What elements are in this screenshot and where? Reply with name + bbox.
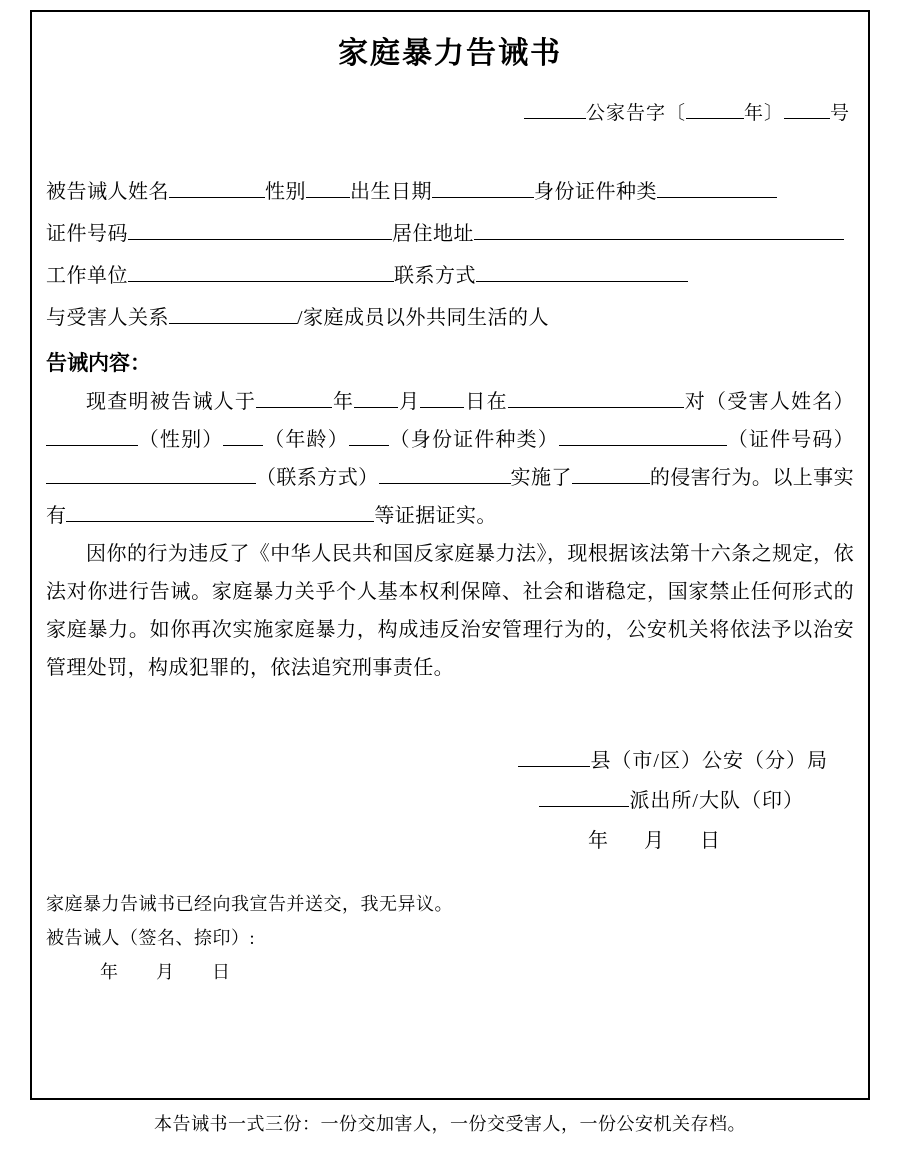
- docnum-text-1: 公家告字〔: [585, 103, 686, 124]
- input-workplace[interactable]: [128, 261, 394, 282]
- document-border-frame: [30, 10, 870, 1100]
- footnote: 本告诫书一式三份：一份交加害人，一份交受害人，一份公安机关存档。: [154, 1114, 746, 1134]
- input-victim-contact[interactable]: [379, 463, 511, 484]
- authority-line-bureau: [46, 741, 828, 781]
- input-victim-id-number[interactable]: [46, 463, 256, 484]
- paragraph-facts: [46, 383, 854, 535]
- para1-text-4: 日在: [464, 391, 508, 413]
- para1-text-5: 对（受害人姓名）: [683, 391, 854, 413]
- input-birthdate[interactable]: [432, 177, 534, 198]
- label-relationship: 与受害人关系: [46, 307, 169, 329]
- input-address[interactable]: [474, 219, 844, 240]
- input-relationship[interactable]: [169, 303, 297, 324]
- input-id-number[interactable]: [128, 219, 392, 240]
- content-body: [46, 383, 854, 687]
- para1-text-2: 年: [332, 391, 355, 413]
- authority-station-text: 派出所/大队（印）: [629, 790, 804, 812]
- input-gender[interactable]: [306, 177, 350, 198]
- label-name: 被告诫人姓名: [46, 181, 169, 203]
- para1-text-6: （性别）: [138, 429, 224, 451]
- input-name[interactable]: [169, 177, 265, 198]
- authority-line-station: [46, 781, 828, 821]
- field-row-1: [46, 171, 854, 213]
- field-row-4: [46, 297, 854, 339]
- ack-signature-label[interactable]: 被告诫人（签名、捺印）:: [46, 928, 255, 948]
- content-section-label: 告诫内容：: [46, 352, 151, 375]
- label-id-type: 身份证件种类: [534, 181, 657, 203]
- ack-date: 年 月 日: [100, 962, 240, 982]
- para1-text-11: 实施了: [510, 467, 572, 489]
- acknowledgement-block: [46, 887, 854, 989]
- label-birthdate: 出生日期: [350, 181, 432, 203]
- field-row-3: [46, 255, 854, 297]
- docnum-blank-year[interactable]: [686, 99, 744, 119]
- ack-statement: 家庭暴力告诫书已经向我宣告并送交，我无异议。: [46, 894, 453, 914]
- input-contact[interactable]: [476, 261, 688, 282]
- input-county-name[interactable]: [518, 746, 590, 767]
- input-violence-type[interactable]: [572, 463, 650, 484]
- input-incident-month[interactable]: [354, 387, 398, 408]
- document-inner-content: [32, 12, 868, 1098]
- docnum-text-2: 年〕: [743, 103, 784, 124]
- docnum-text-3: 号: [829, 103, 850, 124]
- input-victim-gender[interactable]: [223, 425, 263, 446]
- input-victim-id-type[interactable]: [559, 425, 727, 446]
- label-relationship-suffix: /家庭成员以外共同生活的人: [297, 307, 550, 329]
- label-workplace: 工作单位: [46, 265, 128, 287]
- input-evidence[interactable]: [66, 501, 374, 522]
- label-contact: 联系方式: [394, 265, 476, 287]
- input-incident-year[interactable]: [256, 387, 332, 408]
- authority-bureau-text: 县（市/区）公安（分）局: [590, 750, 828, 772]
- para1-text-12: 的侵害行为。以上事实有: [46, 467, 854, 527]
- para1-text-9: （证件号码）: [726, 429, 854, 451]
- para1-text-1: 现查明被告诫人于: [86, 391, 257, 413]
- para1-text-3: 月: [398, 391, 421, 413]
- label-id-number: 证件号码: [46, 223, 128, 245]
- document-number-line: [46, 98, 854, 125]
- field-row-2: [46, 213, 854, 255]
- authority-line-date: 年 月 日: [588, 830, 728, 852]
- page-title: 家庭暴力告诫书: [338, 37, 562, 70]
- issuing-authority-block: [46, 741, 854, 861]
- paragraph-legal-basis: 因你的行为违反了《中华人民共和国反家庭暴力法》，现根据该法第十六条之规定，依法对你进行告诫。家庭暴力关乎个人基本权利保障、社会和谐稳定，国家禁止任何形式的家庭暴力。如你再次实施家庭暴力，构成违反治安管理行为的，公安机关将依法予以治安管理处罚，构成犯罪的，依法追究刑事责任。: [46, 543, 854, 679]
- label-gender: 性别: [265, 181, 306, 203]
- para1-text-10: （联系方式）: [256, 467, 379, 489]
- input-incident-place[interactable]: [508, 387, 684, 408]
- input-id-type[interactable]: [657, 177, 777, 198]
- input-victim-name[interactable]: [46, 425, 138, 446]
- label-address: 居住地址: [392, 223, 474, 245]
- para1-text-8: （身份证件种类）: [388, 429, 559, 451]
- input-incident-day[interactable]: [420, 387, 464, 408]
- input-station-name[interactable]: [539, 786, 629, 807]
- para1-text-13: 等证据证实。: [374, 505, 497, 527]
- input-victim-age[interactable]: [349, 425, 389, 446]
- docnum-blank-serial[interactable]: [784, 99, 830, 119]
- para1-text-7: （年龄）: [263, 429, 349, 451]
- person-fields: [46, 171, 854, 339]
- docnum-blank-prefix[interactable]: [524, 99, 586, 119]
